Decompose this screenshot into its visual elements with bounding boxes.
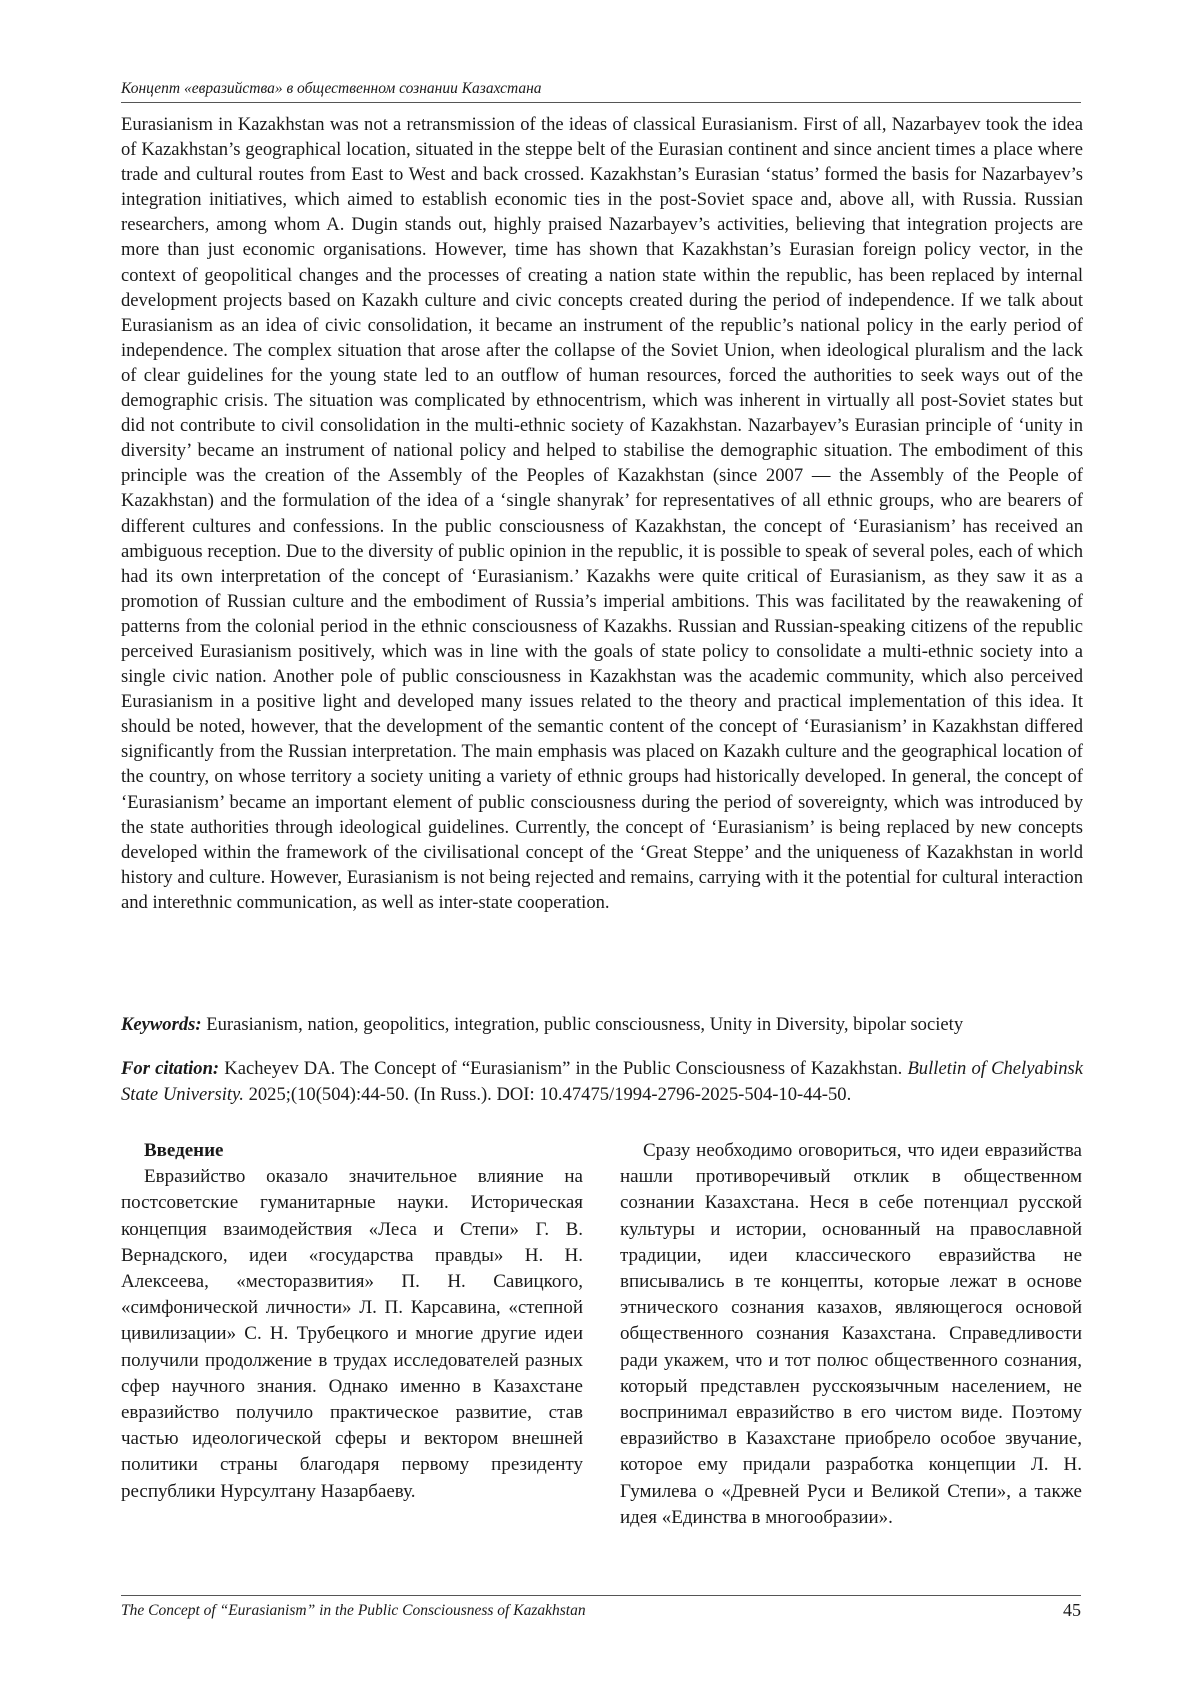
intro-left-column	[121, 1138, 583, 1505]
keywords-text: Eurasianism, nation, geopolitics, integration, public consciousness, Unity in Diversity, bipolar society	[206, 1014, 964, 1035]
page-footer	[121, 1595, 1081, 1620]
intro-right-column	[620, 1138, 1082, 1531]
running-title: Концепт «евразийства» в общественном сознании Казахстана	[121, 80, 542, 97]
intro-paragraph-left: Евразийство оказало значительное влияние на постсоветские гуманитарные науки. Историческая концепция взаимодействия «Леса и Степи» Г. В. Вернадского, идеи «государства правды» Н. Н. Алексеева, «месторазвития» П. Н. Савицкого, «симфонической личности» Л. П. Карсавина, «степной цивилизации» С. Н. Трубецкого и многие другие идеи получили продолжение в трудах исследователей разных сфер научного знания. Однако именно в Казахстане евразийство получило практическое развитие, став частью идеологической сферы и вектором внешней политики страны благодаря первому президенту республики Нурсултану Назарбаеву.	[121, 1166, 583, 1502]
citation	[121, 1056, 1083, 1107]
citation-text: Kacheyev DA. The Concept of “Eurasianism” in the Public Consciousness of Kazakhstan.	[224, 1058, 903, 1079]
citation-label: For citation:	[121, 1058, 220, 1079]
keywords-label: Keywords:	[121, 1014, 202, 1035]
keywords	[121, 1012, 1083, 1037]
section-heading: Введение	[144, 1140, 224, 1161]
page-number: 45	[1063, 1600, 1081, 1620]
footer-title: The Concept of “Eurasianism” in the Public Consciousness of Kazakhstan	[121, 1602, 586, 1619]
running-header	[121, 80, 1081, 103]
citation-doi: 2025;(10(504):44-50. (In Russ.). DOI: 10.47475/1994-2796-2025-504-10-44-50.	[248, 1083, 852, 1105]
abstract-text: Eurasianism in Kazakhstan was not a retransmission of the ideas of classical Eurasianism. First of all, Nazarbayev took the idea of Kazakhstan’s geographical location, situated in the steppe belt of the Eurasian continent and since ancient times a place where trade and cultural routes from East to West and back crossed. Kazakhstan’s Eurasian ‘status’ formed the basis for Nazarbayev’s integration initiatives, which aimed to establish economic ties in the post-Soviet space and, above all, with Russia. Russian researchers, among whom A. Dugin stands out, highly praised Nazarbayev’s activities, believing that integration projects are more than just economic organisations. However, time has shown that Kazakhstan’s Eurasian foreign policy vector, in the context of geopolitical changes and the processes of creating a nation state within the republic, has been replaced by internal development projects based on Kazakh culture and civic concepts created during the period of independence. If we talk about Eurasianism as an idea of civic consolidation, it became an instrument of the republic’s national policy in the early period of independence. The complex situation that arose after the collapse of the Soviet Union, when ideological pluralism and the lack of clear guidelines for the young state led to an outflow of human resources, forced the authorities to seek ways out of the demographic crisis. The situation was complicated by ethnocentrism, which was inherent in virtually all post-Soviet states but did not contribute to civil consolidation in the multi-ethnic society of Kazakhstan. Nazarbayev’s Eurasian principle of ‘unity in diversity’ became an instrument of national policy and helped to stabilise the demographic situation. The embodiment of this principle was the creation of the Assembly of the Peoples of Kazakhstan (since 2007 — the Assembly of the People of Kazakhstan) and the formulation of the idea of a ‘single shanyrak’ for representatives of all ethnic groups, who are bearers of different cultures and confessions. In the public consciousness of Kazakhstan, the concept of ‘Eurasianism’ has received an ambiguous reception. Due to the diversity of public opinion in the republic, it is possible to speak of several poles, each of which had its own interpretation of the concept of ‘Eurasianism.’ Kazakhs were quite critical of Eurasianism, as they saw it as a promotion of Russian culture and the embodiment of Russia’s imperial ambitions. This was facilitated by the reawakening of patterns from the colonial period in the ethnic consciousness of Kazakhs. Russian and Russian-speaking citizens of the republic perceived Eurasianism positively, which was in line with the goals of state policy to consolidate a multi-ethnic society into a single civic nation. Another pole of public consciousness in Kazakhstan was the academic community, which also perceived Eurasianism in a positive light and developed many issues related to the theory and practical implementation of this idea. It should be noted, however, that the development of the semantic content of the concept of ‘Eurasianism’ in Kazakhstan differed significantly from the Russian interpretation. The main emphasis was placed on Kazakh culture and the geographical location of the country, on whose territory a society uniting a variety of ethnic groups had historically developed. In general, the concept of ‘Eurasianism’ became an important element of public consciousness during the period of sovereignty, which was introduced by the state authorities through ideological guidelines. Currently, the concept of ‘Eurasianism’ is being replaced by new concepts developed within the framework of the civilisational concept of the ‘Great Steppe’ and the uniqueness of Kazakhstan in world history and culture. However, Eurasianism is not being rejected and remains, carrying with it the potential for cultural interaction and interethnic communication, as well as inter-state cooperation.	[121, 114, 1083, 913]
intro-paragraph-right: Сразу необходимо оговориться, что идеи евразийства нашли противоречивый отклик в общественном сознании Казахстана. Неся в себе потенциал русской культуры и истории, основанный на православной традиции, идеи классического евразийства не вписывались в те концепты, которые лежат в основе этнического сознания казахов, являющегося основой общественного сознания Казахстана. Справедливости ради укажем, что и тот полюс общественного сознания, который представлен русскоязычным населением, не воспринимал евразийство в его чистом виде. Поэтому евразийство в Казахстане приобрело особое звучание, которое ему придали разработка концепции Л. Н. Гумилева о «Древней Руси и Великой Степи», а также идея «Единства в многообразии».	[620, 1140, 1082, 1528]
citation-journal: Bulletin of Chelyabinsk State University.	[121, 1058, 1083, 1105]
